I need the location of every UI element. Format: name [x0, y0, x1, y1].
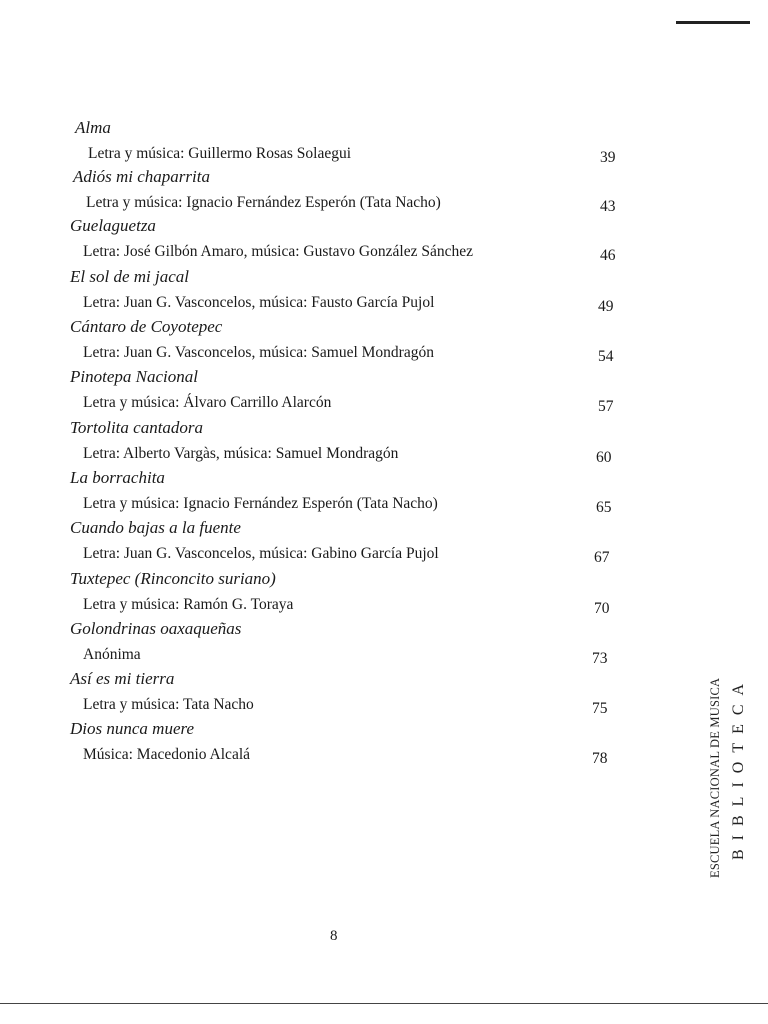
toc-entry-title: Pinotepa Nacional: [70, 367, 198, 386]
toc-entry-page: 60: [596, 449, 612, 466]
toc-entry-title: Alma: [75, 118, 111, 137]
toc-entry-page: 65: [596, 499, 612, 516]
toc-entry-page: 78: [592, 750, 608, 767]
toc-entry-page: 49: [598, 298, 614, 315]
toc-entry-title: Cántaro de Coyotepec: [70, 317, 223, 336]
toc-entry-credit: Letra y música: Ignacio Fernández Esperón (Tata Nacho): [86, 194, 441, 211]
toc-entry-page: 57: [598, 398, 614, 415]
toc-entry-page: 54: [598, 348, 614, 365]
toc-entry-title: El sol de mi jacal: [70, 267, 189, 286]
toc-entry-credit: Letra y música: Ignacio Fernández Esperón (Tata Nacho): [83, 495, 438, 512]
toc-entry-page: 67: [594, 549, 610, 566]
toc-entry-page: 75: [592, 700, 608, 717]
toc-entry-title: Adiós mi chaparrita: [73, 167, 210, 186]
toc-entry-credit: Letra y música: Álvaro Carrillo Alarcón: [83, 394, 332, 411]
toc-entry-page: 70: [594, 600, 610, 617]
toc-entry-page: 73: [592, 650, 608, 667]
toc-entry-credit: Letra: Juan G. Vasconcelos, música: Gabino García Pujol: [83, 545, 439, 562]
toc-entry-title: Así es mi tierra: [70, 669, 175, 688]
toc-entry-credit: Música: Macedonio Alcalá: [83, 746, 251, 763]
toc-entry-title: Golondrinas oaxaqueñas: [70, 619, 242, 638]
toc-entry-credit: Anónima: [83, 646, 141, 663]
stamp-school-name: ESCUELA NACIONAL DE MUSICA: [708, 677, 722, 878]
toc-entry-title: Guelaguetza: [70, 216, 156, 235]
toc-entry-title: Dios nunca muere: [70, 719, 195, 738]
toc-entry-page: 46: [600, 247, 616, 264]
toc-entry-title: Tuxtepec (Rinconcito suriano): [70, 569, 276, 588]
toc-entry-credit: Letra y música: Tata Nacho: [83, 696, 254, 713]
library-stamp: [700, 620, 762, 880]
bottom-rule: [0, 1003, 768, 1004]
toc-entry-title: Tortolita cantadora: [70, 418, 204, 437]
toc-entry-credit: Letra: Juan G. Vasconcelos, música: Samuel Mondragón: [83, 344, 434, 361]
toc-entry-page: 39: [600, 149, 616, 166]
toc-entry-title: La borrachita: [70, 468, 165, 487]
toc-entry-credit: Letra y música: Guillermo Rosas Solaegui: [88, 145, 352, 162]
toc-entry-page: 43: [600, 198, 616, 215]
toc-entry-credit: Letra: José Gilbón Amaro, música: Gustavo González Sánchez: [83, 243, 473, 260]
page-number: 8: [330, 928, 338, 944]
top-rule: [676, 21, 750, 24]
toc-entry-credit: Letra: Alberto Vargàs, música: Samuel Mondragón: [83, 445, 399, 462]
stamp-library-label: BIBLIOTECA: [730, 674, 747, 860]
toc-entry-title: Cuando bajas a la fuente: [70, 518, 241, 537]
toc-entry-credit: Letra: Juan G. Vasconcelos, música: Fausto García Pujol: [83, 294, 435, 311]
toc-entry-credit: Letra y música: Ramón G. Toraya: [83, 596, 294, 613]
